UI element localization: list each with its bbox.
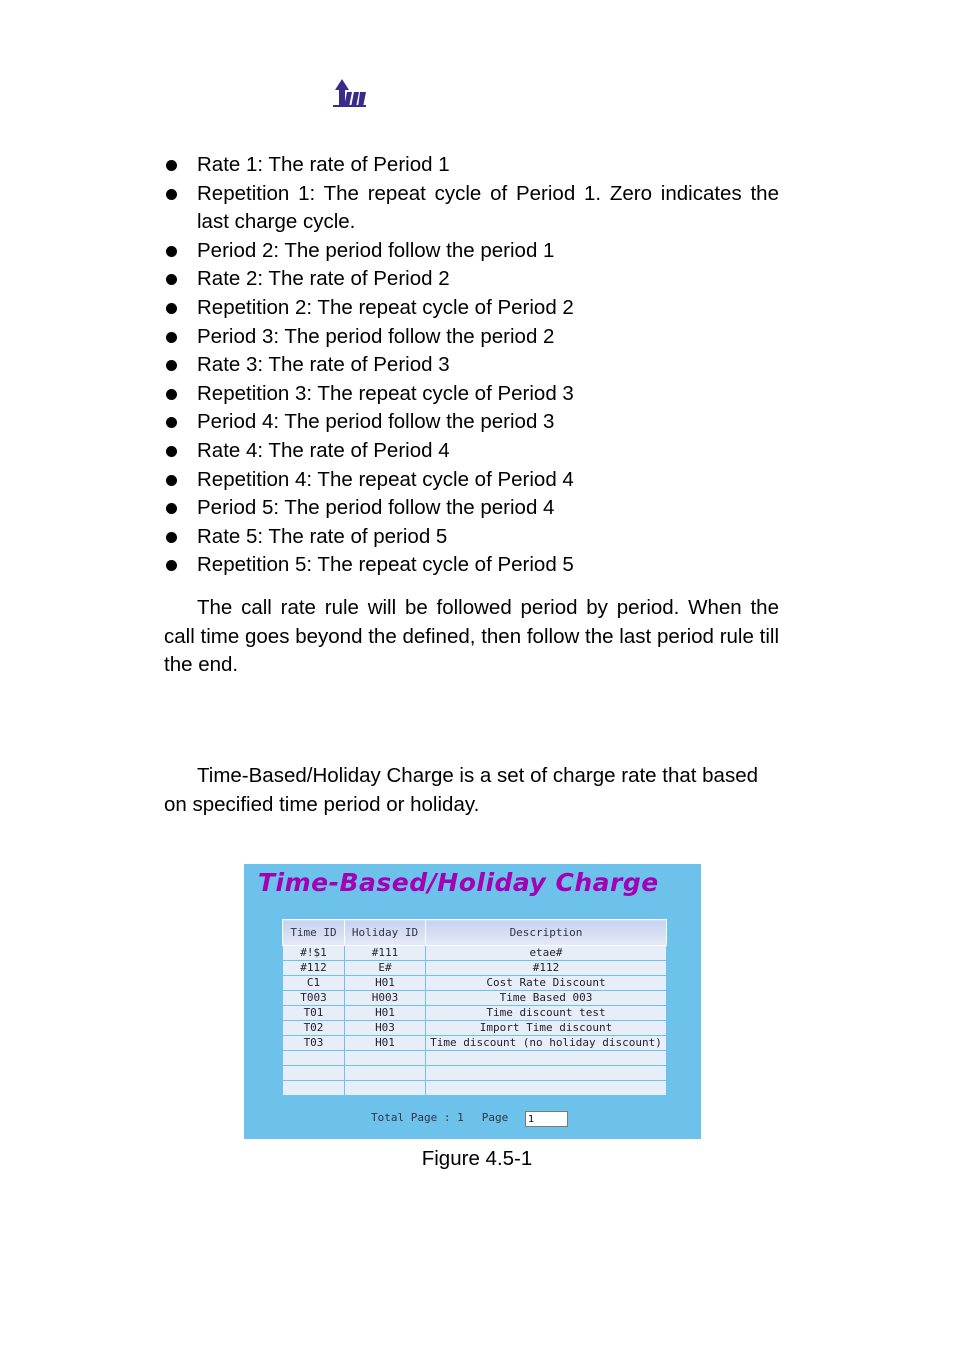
holiday-id-cell: H01 — [345, 1036, 426, 1051]
time-based-holiday-charge-screenshot — [244, 864, 701, 1139]
holiday-id-cell: E# — [345, 961, 426, 976]
holiday-id-cell: H01 — [345, 976, 426, 991]
table-row[interactable] — [283, 991, 667, 1006]
list-item-text: Period 2: The period follow the period 1 — [197, 238, 555, 262]
list-item — [164, 265, 779, 294]
table-row[interactable] — [283, 1021, 667, 1036]
list-item-text: Repetition 5: The repeat cycle of Period 5 — [197, 553, 574, 577]
time-id-cell — [283, 1081, 345, 1096]
time-id-cell: T01 — [283, 1006, 345, 1021]
list-item — [164, 380, 779, 409]
time-id-cell: C1 — [283, 976, 345, 991]
bullet-icon — [166, 274, 177, 285]
list-item — [164, 180, 779, 237]
description-cell: #112 — [426, 961, 667, 976]
holiday-id-cell: #111 — [345, 946, 426, 961]
description-cell: etae# — [426, 946, 667, 961]
time-id-cell: T003 — [283, 991, 345, 1006]
table-row[interactable] — [283, 961, 667, 976]
bullet-icon — [166, 332, 177, 343]
list-item-text: Repetition 1: The repeat cycle of Period 1. Zero indicates the last charge cycle. — [197, 181, 779, 234]
time-id-cell: T02 — [283, 1021, 345, 1036]
pager — [371, 1111, 508, 1124]
list-item-text: Period 4: The period follow the period 3 — [197, 410, 555, 434]
bullet-icon — [166, 475, 177, 486]
holiday-id-cell: H03 — [345, 1021, 426, 1036]
bullet-icon — [166, 532, 177, 543]
list-item-text: Repetition 3: The repeat cycle of Period 3 — [197, 381, 574, 405]
bullet-icon — [166, 189, 177, 200]
page-label: Page — [481, 1111, 509, 1124]
description-cell: Cost Rate Discount — [426, 976, 667, 991]
holiday-id-cell — [345, 1051, 426, 1066]
time-id-cell: #112 — [283, 961, 345, 976]
description-cell: Time discount test — [426, 1006, 667, 1021]
list-item — [164, 323, 779, 352]
list-item-text: Period 3: The period follow the period 2 — [197, 324, 555, 348]
table-row[interactable] — [283, 1036, 667, 1051]
call-rate-paragraph: The call rate rule will be followed period by period. When the call time goes beyond the defined, then follow the last period rule till the end. — [164, 596, 779, 677]
list-item — [164, 523, 779, 552]
list-item — [164, 551, 779, 580]
holiday-id-cell — [345, 1081, 426, 1096]
list-item-text: Rate 5: The rate of period 5 — [197, 524, 448, 548]
list-item — [164, 408, 779, 437]
table-row[interactable] — [283, 976, 667, 991]
list-item — [164, 466, 779, 495]
list-item — [164, 351, 779, 380]
holiday-id-cell — [345, 1066, 426, 1081]
time-based-intro-paragraph: Time-Based/Holiday Charge is a set of charge rate that based on specified time period or holiday. — [164, 764, 759, 816]
bullet-icon — [166, 446, 177, 457]
description-cell — [426, 1066, 667, 1081]
holiday-id-cell: H01 — [345, 1006, 426, 1021]
description-cell: Time discount (no holiday discount) — [426, 1036, 667, 1051]
description-cell — [426, 1051, 667, 1066]
list-item — [164, 494, 779, 523]
table-row — [283, 1081, 667, 1096]
list-item-text: Repetition 4: The repeat cycle of Period 4 — [197, 467, 574, 491]
description-cell — [426, 1081, 667, 1096]
column-header-time-id[interactable]: Time ID — [283, 920, 345, 946]
description-cell: Time Based 003 — [426, 991, 667, 1006]
bullet-icon — [166, 360, 177, 371]
list-item — [164, 151, 779, 180]
list-item-text: Rate 3: The rate of Period 3 — [197, 353, 450, 377]
total-page-label: Total Page : 1 — [371, 1111, 464, 1124]
figure-title: Time-Based/Holiday Charge — [258, 868, 659, 897]
bullet-icon — [166, 303, 177, 314]
list-item — [164, 437, 779, 466]
table-row — [283, 1066, 667, 1081]
holiday-id-cell: H003 — [345, 991, 426, 1006]
time-id-cell: T03 — [283, 1036, 345, 1051]
list-item-text: Repetition 2: The repeat cycle of Period 2 — [197, 295, 574, 319]
table-row[interactable] — [283, 946, 667, 961]
page-number-input[interactable] — [525, 1111, 568, 1127]
table-header-row — [283, 920, 667, 946]
list-item-text: Rate 2: The rate of Period 2 — [197, 267, 450, 291]
column-header-description[interactable]: Description — [426, 920, 667, 946]
bullet-icon — [166, 503, 177, 514]
list-item-text: Period 5: The period follow the period 4 — [197, 496, 555, 520]
list-item-text: Rate 4: The rate of Period 4 — [197, 438, 450, 462]
column-header-holiday-id[interactable]: Holiday ID — [345, 920, 426, 946]
charge-table — [282, 919, 667, 1096]
time-id-cell: #!$1 — [283, 946, 345, 961]
time-id-cell — [283, 1066, 345, 1081]
bullet-icon — [166, 417, 177, 428]
company-logo-icon — [331, 78, 367, 108]
figure-caption: Figure 4.5-1 — [421, 1147, 533, 1170]
list-item — [164, 294, 779, 323]
list-item — [164, 237, 779, 266]
bullet-icon — [166, 389, 177, 400]
bullet-icon — [166, 560, 177, 571]
bullet-icon — [166, 160, 177, 171]
parameter-list — [164, 151, 779, 580]
bullet-icon — [166, 246, 177, 257]
table-row[interactable] — [283, 1006, 667, 1021]
time-id-cell — [283, 1051, 345, 1066]
description-cell: Import Time discount — [426, 1021, 667, 1036]
list-item-text: Rate 1: The rate of Period 1 — [197, 153, 450, 176]
table-row — [283, 1051, 667, 1066]
